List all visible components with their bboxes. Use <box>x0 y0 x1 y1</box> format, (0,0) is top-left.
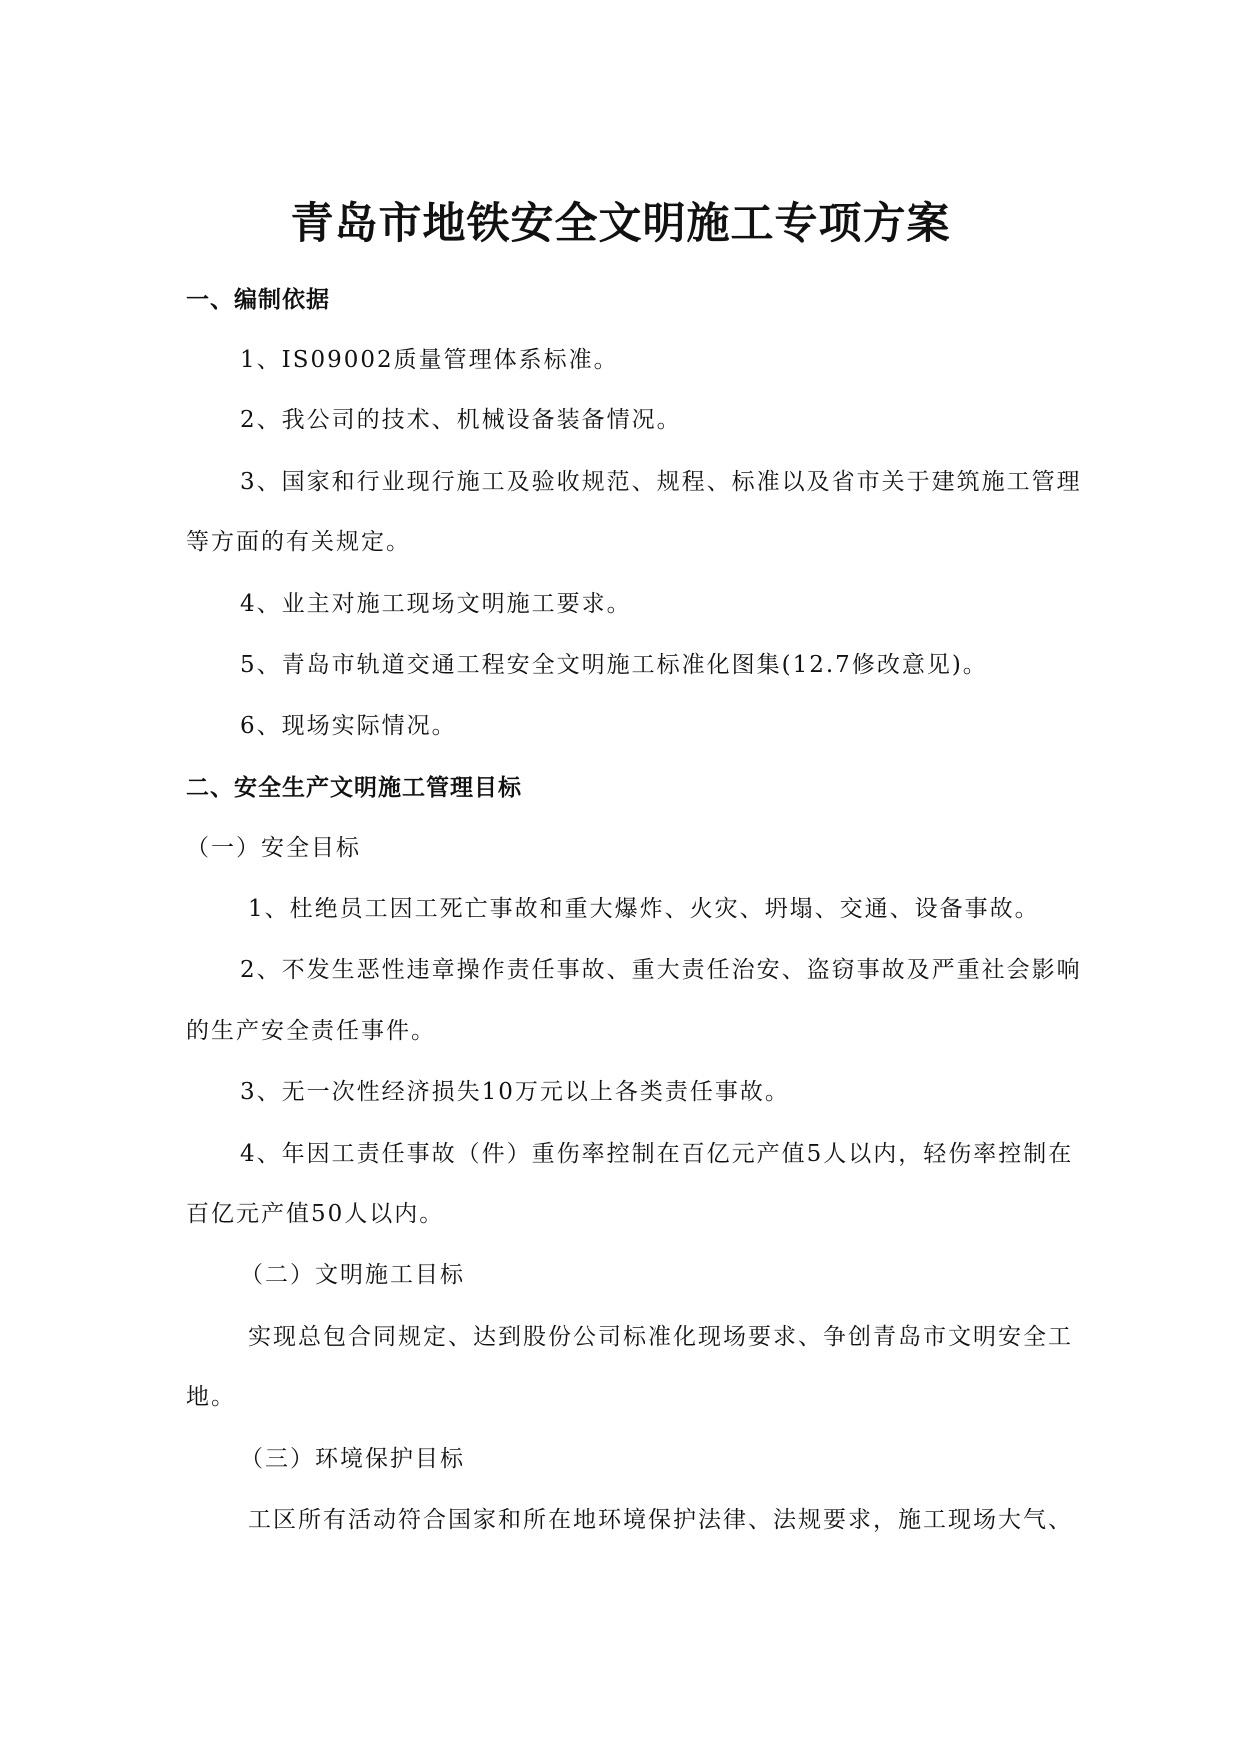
subheading-environment-goals: （三）环境保护目标 <box>240 1446 465 1472</box>
section-heading-basis: 一、编制依据 <box>186 286 330 313</box>
basis-item-6: 6、现场实际情况。 <box>240 713 457 739</box>
civilized-goal-text-cont: 地。 <box>186 1384 236 1410</box>
basis-item-4: 4、业主对施工现场文明施工要求。 <box>240 591 632 617</box>
subheading-safety-goals: （一）安全目标 <box>186 835 361 861</box>
basis-item-3: 3、国家和行业现行施工及验收规范、规程、标准以及省市关于建筑施工管理 <box>240 469 1082 495</box>
safety-goal-1: 1、杜绝员工因工死亡事故和重大爆炸、火灾、坍塌、交通、设备事故。 <box>248 896 1040 922</box>
basis-item-1: 1、IS09002质量管理体系标准。 <box>240 347 619 373</box>
environment-goal-text: 工区所有活动符合国家和所在地环境保护法律、法规要求，施工现场大气、 <box>248 1507 1073 1533</box>
basis-item-3-cont: 等方面的有关规定。 <box>186 529 411 555</box>
document-title: 青岛市地铁安全文明施工专项方案 <box>290 199 951 249</box>
civilized-goal-text: 实现总包合同规定、达到股份公司标准化现场要求、争创青岛市文明安全工 <box>248 1324 1073 1350</box>
safety-goal-3: 3、无一次性经济损失10万元以上各类责任事故。 <box>240 1079 790 1105</box>
basis-item-2: 2、我公司的技术、机械设备装备情况。 <box>240 407 682 433</box>
safety-goal-2-cont: 的生产安全责任事件。 <box>186 1018 436 1044</box>
safety-goal-2: 2、不发生恶性违章操作责任事故、重大责任治安、盗窃事故及严重社会影响 <box>240 957 1082 983</box>
safety-goal-4-cont: 百亿元产值50人以内。 <box>186 1201 445 1227</box>
basis-item-5: 5、青岛市轨道交通工程安全文明施工标准化图集(12.7修改意见)。 <box>240 652 988 678</box>
safety-goal-4: 4、年因工责任事故（件）重伤率控制在百亿元产值5人以内，轻伤率控制在 <box>240 1141 1074 1167</box>
subheading-civilized-goals: （二）文明施工目标 <box>240 1262 465 1288</box>
section-heading-goals: 二、安全生产文明施工管理目标 <box>186 774 522 801</box>
